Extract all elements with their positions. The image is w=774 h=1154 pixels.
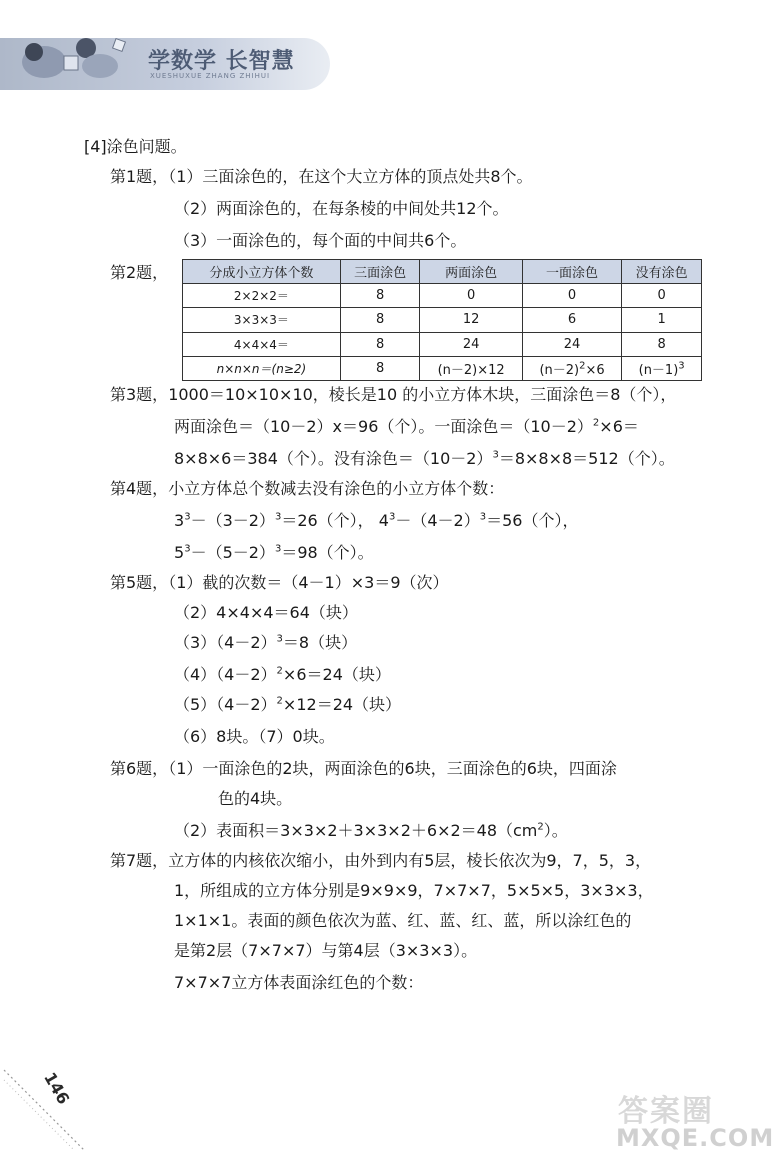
question-6 xyxy=(110,758,617,780)
question-4-line-1: 小立方体总个数减去没有涂色的小立方体个数： xyxy=(168,479,505,498)
cell-tail: ×6 xyxy=(585,362,605,378)
table-cell: 1 xyxy=(622,308,702,332)
table-cell: 3×3×3＝ xyxy=(183,308,341,332)
text-segment: ）。 xyxy=(543,821,568,840)
exponent: 3 xyxy=(276,633,283,645)
question-7-line-3: 1×1×1。表面的颜色依次为蓝、红、蓝、红、蓝，所以涂红色的 xyxy=(174,911,632,930)
header-illustration xyxy=(4,26,144,86)
question-5-line-3 xyxy=(174,632,357,654)
text-segment: 两面涂色＝（10－2）x＝96（个）。一面涂色＝（10－2） xyxy=(174,417,593,436)
question-3-line-2 xyxy=(174,416,639,438)
table-cell: (n－2)×12 xyxy=(420,356,522,380)
question-6-line-1: （1）一面涂色的2块，两面涂色的6块，三面涂色的6块，四面涂 xyxy=(168,759,617,778)
question-4-line-2 xyxy=(174,510,578,532)
exponent: 3 xyxy=(492,449,499,461)
cell-exponent: 3 xyxy=(678,360,685,372)
table-row xyxy=(183,284,702,308)
exponent: 3 xyxy=(274,511,282,523)
question-4-label: 第4题， xyxy=(110,479,169,498)
text-segment: （4）（4－2） xyxy=(174,665,277,684)
text-segment: （3）（4－2） xyxy=(174,633,277,652)
question-1 xyxy=(110,166,533,188)
table-row xyxy=(183,356,702,380)
table-header-cell: 三面涂色 xyxy=(340,260,420,284)
exponent: 2 xyxy=(276,665,283,677)
exponent: 3 xyxy=(184,543,191,555)
cell-base: (n－1) xyxy=(638,362,679,378)
question-1-line-1: （1）三面涂色的，在这个大立方体的顶点处共8个。 xyxy=(168,167,533,186)
table-header-row xyxy=(183,260,702,284)
text-segment: ＝56（个）， xyxy=(486,511,579,530)
table-cell: 8 xyxy=(622,332,702,356)
question-1-line-3: （3）一面涂色的，每个面的中间共6个。 xyxy=(174,231,467,250)
question-7-label: 第7题， xyxy=(110,851,169,870)
question-7-line-1: 立方体的内核依次缩小，由外到内有5层，棱长依次为9，7，5，3， xyxy=(168,851,652,870)
header-title: 学数学 长智慧 xyxy=(148,49,295,74)
text-segment: （5）（4－2） xyxy=(174,695,277,714)
exponent: 3 xyxy=(184,511,191,523)
text-segment: （2）表面积＝3×3×2＋3×3×2＋6×2＝48（cm xyxy=(174,821,538,840)
text-segment: ＝8×8×8＝512（个）。 xyxy=(498,449,675,468)
question-3 xyxy=(110,384,676,406)
exponent: 3 xyxy=(388,511,396,523)
table-cell: 6 xyxy=(522,308,621,332)
question-5-line-5 xyxy=(174,694,401,716)
cell-exponent: 2 xyxy=(579,360,586,372)
question-1-label: 第1题， xyxy=(110,167,169,186)
text-segment: －（3－2） xyxy=(190,511,275,530)
question-5-label: 第5题， xyxy=(110,573,169,592)
table-cell: 8 xyxy=(340,332,420,356)
table-row xyxy=(183,308,702,332)
table-header-cell: 一面涂色 xyxy=(522,260,621,284)
question-5-line-1: （1）截的次数＝（4－1）×3＝9（次） xyxy=(168,573,449,592)
text-segment: ×6＝ xyxy=(599,417,639,436)
watermark-site: MXQE.COM xyxy=(616,1124,774,1152)
text-segment: ×12＝24（块） xyxy=(282,695,402,714)
question-3-label: 第3题， xyxy=(110,385,169,404)
table-cell: 24 xyxy=(522,332,621,356)
text-segment: －（4－2） xyxy=(395,511,480,530)
table-cell xyxy=(622,356,702,380)
question-1-line-2: （2）两面涂色的，在每条棱的中间处共12个。 xyxy=(174,199,509,218)
paint-count-table xyxy=(182,259,702,381)
question-5-line-2: （2）4×4×4＝64（块） xyxy=(174,603,358,622)
table-cell: 8 xyxy=(340,356,420,380)
text-segment: ＝98（个）。 xyxy=(281,543,374,562)
table-cell: 0 xyxy=(622,284,702,308)
table-cell: 0 xyxy=(420,284,522,308)
table-cell: n×n×n＝(n≥2) xyxy=(183,356,341,380)
question-4 xyxy=(110,478,504,500)
watermark-logo: 答案圈 xyxy=(618,1094,714,1129)
text-segment: ＝26（个）， xyxy=(281,511,374,530)
table-cell: 8 xyxy=(340,284,420,308)
question-7-line-5: 7×7×7立方体表面涂红色的个数： xyxy=(174,973,424,992)
question-2-label: 第2题， xyxy=(110,263,169,282)
table-row xyxy=(183,332,702,356)
text-segment: ×6＝24（块） xyxy=(282,665,391,684)
table-cell: 24 xyxy=(420,332,522,356)
table-cell: 4×4×4＝ xyxy=(183,332,341,356)
question-7-line-4: 是第2层（7×7×7）与第4层（3×3×3）。 xyxy=(174,941,478,960)
table-cell: 12 xyxy=(420,308,522,332)
text-segment: 8×8×6＝384（个）。没有涂色＝（10－2） xyxy=(174,449,493,468)
question-7-line-2: 1，所组成的立方体分别是9×9×9，7×7×7，5×5×5，3×3×3， xyxy=(174,881,654,900)
question-5-line-6: （6）8块。（7）0块。 xyxy=(174,727,335,746)
page-number: 146 xyxy=(40,1069,74,1108)
table-cell: 2×2×2＝ xyxy=(183,284,341,308)
table-header-cell: 分成小立方体个数 xyxy=(183,260,341,284)
question-4-line-3 xyxy=(174,542,374,564)
question-3-line-3 xyxy=(174,448,675,470)
exponent: 3 xyxy=(274,543,282,555)
exponent: 2 xyxy=(276,695,283,707)
text-segment: －（5－2） xyxy=(190,543,275,562)
table-cell: 8 xyxy=(340,308,420,332)
text-segment: 5 xyxy=(174,543,185,562)
question-6-label: 第6题， xyxy=(110,759,169,778)
question-5 xyxy=(110,572,449,594)
table-cell xyxy=(522,356,621,380)
question-5-line-4 xyxy=(174,664,391,686)
question-6-line-2 xyxy=(174,820,568,842)
cell-base: (n－2) xyxy=(539,362,580,378)
text-segment: 3 xyxy=(174,511,185,530)
table-cell: 0 xyxy=(522,284,621,308)
question-6-line-1-cont: 色的4块。 xyxy=(218,789,293,808)
question-7 xyxy=(110,850,651,872)
text-segment: 4 xyxy=(378,511,389,530)
table-header-cell: 两面涂色 xyxy=(420,260,522,284)
exponent: 2 xyxy=(592,417,600,429)
header-subtitle: XUESHUXUE ZHANG ZHIHUI xyxy=(150,72,271,80)
question-3-line-1: 1000＝10×10×10，棱长是10 的小立方体木块，三面涂色＝8（个）， xyxy=(168,385,677,404)
exponent: 2 xyxy=(537,821,544,833)
table-header-cell: 没有涂色 xyxy=(622,260,702,284)
text-segment: ＝8（块） xyxy=(282,633,358,652)
exponent: 3 xyxy=(479,511,487,523)
section-title: [4]涂色问题。 xyxy=(84,137,187,156)
